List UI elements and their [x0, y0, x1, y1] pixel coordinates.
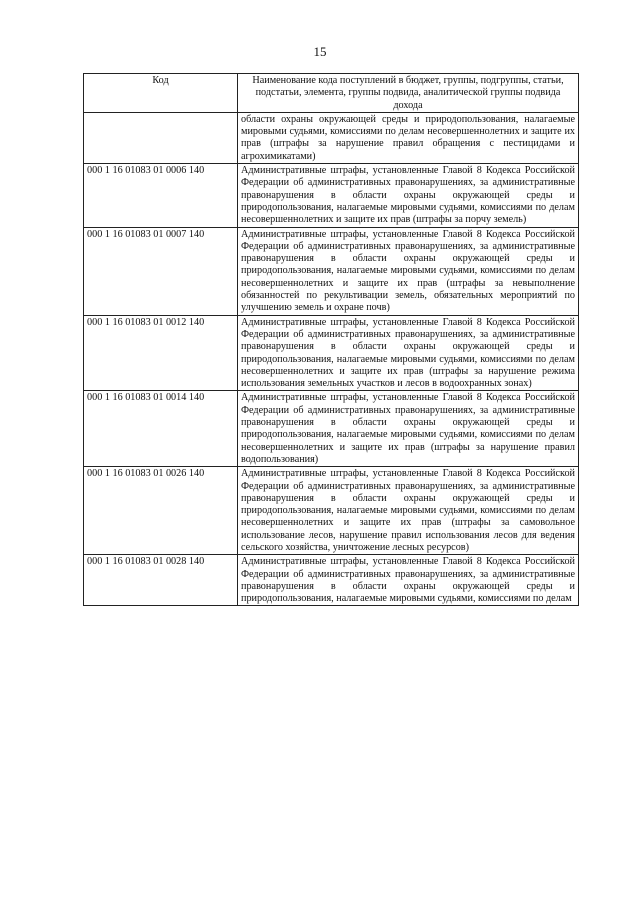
table-row [84, 315, 579, 391]
table-header-row [84, 74, 579, 113]
code-cell: 000 1 16 01083 01 0014 140 [84, 391, 238, 467]
code-cell-empty [84, 112, 238, 163]
header-code: Код [84, 74, 238, 113]
description-cell: области охраны окружающей среды и природопользования, налагаемые мировыми судьями, комиссиями по делам несовершеннолетних и защите их прав (штрафы за нарушение правил обращения с пестицидами и агрохимикатами) [238, 112, 579, 163]
table-row-continuation [84, 112, 579, 163]
code-cell: 000 1 16 01083 01 0007 140 [84, 227, 238, 315]
description-cell: Административные штрафы, установленные Главой 8 Кодекса Российской Федерации об административных правонарушениях, за административные правонарушения в области охраны окружающей среды и природопользования, налагаемые мировыми судьями, комиссиями по делам [238, 555, 579, 606]
code-cell: 000 1 16 01083 01 0006 140 [84, 164, 238, 227]
description-cell: Административные штрафы, установленные Главой 8 Кодекса Российской Федерации об административных правонарушениях, за административные правонарушения в области охраны окружающей среды и природопользования, налагаемые мировыми судьями, комиссиями по делам несовершеннолетних и защите их прав (штрафы за самовольное использование лесов, нарушение правил использования лесов для ведения сельского хозяйства, уничтожение лесных ресурсов) [238, 467, 579, 555]
description-cell: Административные штрафы, установленные Главой 8 Кодекса Российской Федерации об административных правонарушениях, за административные правонарушения в области охраны окружающей среды и природопользования, налагаемые мировыми судьями, комиссиями по делам несовершеннолетних и защите их прав (штрафы за невыполнение обязанностей по рекультивации земель, обязательных мероприятий по улучшению земель и охране почв) [238, 227, 579, 315]
code-cell: 000 1 16 01083 01 0012 140 [84, 315, 238, 391]
description-cell: Административные штрафы, установленные Главой 8 Кодекса Российской Федерации об административных правонарушениях, за административные правонарушения в области охраны окружающей среды и природопользования, налагаемые мировыми судьями, комиссиями по делам несовершеннолетних и защите их прав (штрафы за нарушение правил водопользования) [238, 391, 579, 467]
table-row [84, 391, 579, 467]
revenue-codes-table [83, 73, 579, 606]
description-cell: Административные штрафы, установленные Главой 8 Кодекса Российской Федерации об административных правонарушениях, за административные правонарушения в области охраны окружающей среды и природопользования, налагаемые мировыми судьями, комиссиями по делам несовершеннолетних и защите их прав (штрафы за нарушение режима использования земельных участков и лесов в водоохранных зонах) [238, 315, 579, 391]
page-number: 15 [313, 44, 327, 59]
code-cell: 000 1 16 01083 01 0026 140 [84, 467, 238, 555]
table-row [84, 227, 579, 315]
description-cell: Административные штрафы, установленные Главой 8 Кодекса Российской Федерации об административных правонарушениях, за административные правонарушения в области охраны окружающей среды и природопользования, налагаемые мировыми судьями, комиссиями по делам несовершеннолетних и защите их прав (штрафы за порчу земель) [238, 164, 579, 227]
header-name: Наименование кода поступлений в бюджет, группы, подгруппы, статьи, подстатьи, элемента, группы подвида, аналитической группы подвида дохода [238, 74, 579, 113]
table-row [84, 555, 579, 606]
code-cell: 000 1 16 01083 01 0028 140 [84, 555, 238, 606]
table-row [84, 467, 579, 555]
table-row [84, 164, 579, 227]
